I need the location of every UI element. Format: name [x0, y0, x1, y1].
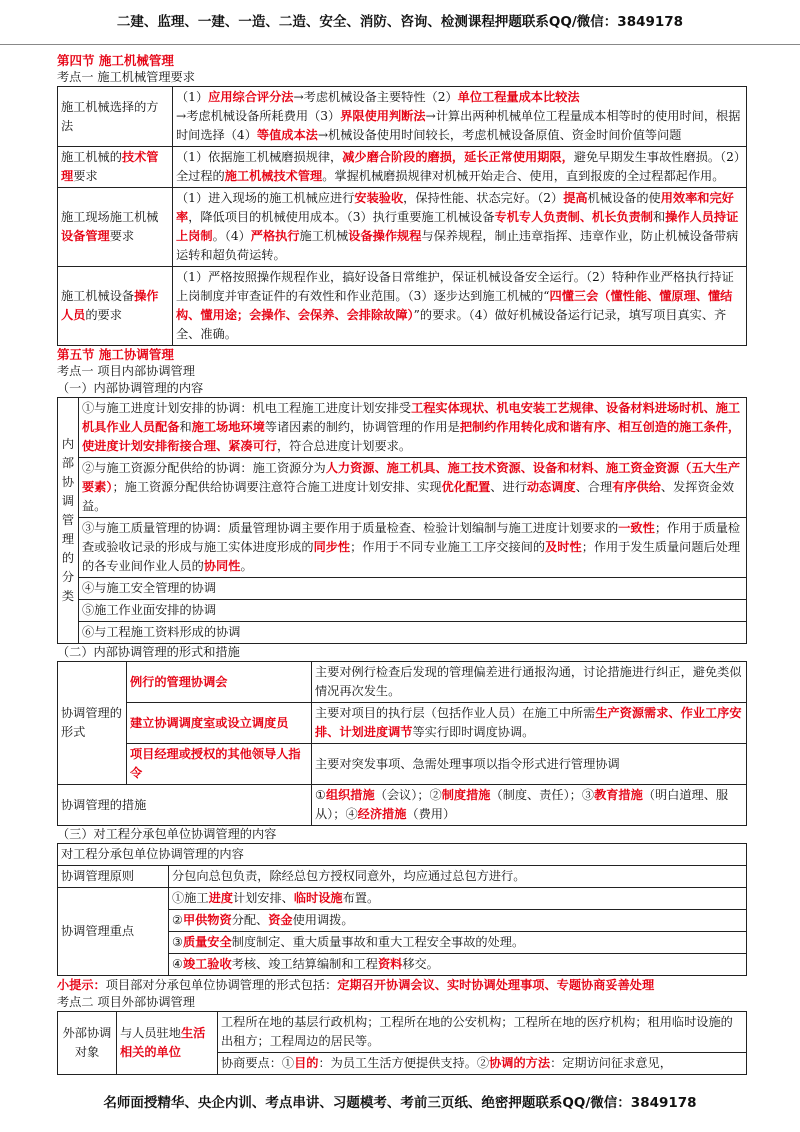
- form-label: 协调管理的形式: [58, 662, 127, 785]
- tip: 小提示：项目部对分承包单位协调管理的形式包括：定期召开协调会议、实时协调处理事项、专题协商妥善处理: [57, 978, 655, 992]
- table-row: [58, 866, 747, 888]
- table-row: [58, 622, 747, 644]
- row-text: ③与施工质量管理的协调：质量管理协调主要作用于质量检查、检验计划编制与施工进度计划要求的一致性；作用于质量检查或验收记录的形成与施工实体进度形成的同步性；作用于不同专业施工工序交接间的及时性；作用于发生质量问题后处理的各专业间作业人员的协同性。: [79, 518, 747, 578]
- row-label: 施工机械选择的方法: [58, 87, 173, 147]
- row-label: 施工现场施工机械设备管理要求: [58, 188, 173, 267]
- kp-5-2: 考点二 项目外部协调管理: [57, 995, 195, 1009]
- row-text: ①与施工进度计划安排的协调：机电工程施工进度计划安排受工程实体现状、机电安装工艺规律、设备材料进场时机、施工机具作业人员配备和施工场地环境等诸因素的制约，协调管理的作用是把制约作用转化成和谐有序、相互创造的施工条件，使进度计划安排衔接合理、紧凑可行，符合总进度计划要求。: [79, 398, 747, 458]
- principle-label: 协调管理原则: [58, 866, 169, 888]
- key-point: ④竣工验收考核、竣工结算编制和工程资料移交。: [169, 954, 747, 976]
- vertical-label: 内 部 协 调 管 理 的 分 类: [58, 398, 79, 644]
- key-point: ③质量安全制度制定、重大质量事故和重大工程安全事故的处理。: [169, 932, 747, 954]
- table-row: [58, 703, 747, 744]
- ext-text: 工程所在地的基层行政机构；工程所在地的公安机构；工程所在地的医疗机构；租用临时设施的出租方；工程周边的居民等。: [218, 1012, 747, 1053]
- table-row: [58, 458, 747, 518]
- section-4-title: 第四节 施工机械管理: [57, 53, 174, 68]
- row-text: （1）依据施工机械磨损规律，减少磨合阶段的磨损，延长正常使用期限，避免早期发生事故性磨损。（2）全过程的施工机械技术管理。掌握机械磨损规律对机械开始走合、使用，直到报废的全过程都起作用。: [173, 147, 747, 188]
- table-row: [58, 1012, 747, 1053]
- ext-sub: 与人员驻地生活相关的单位: [117, 1012, 218, 1075]
- key-point: ①施工进度计划安排、临时设施布置。: [169, 888, 747, 910]
- internal-coordination-table: [57, 397, 747, 644]
- key-label: 协调管理重点: [58, 888, 169, 976]
- ext-text: 协商要点：①目的：为员工生活方便提供支持。②协调的方法：定期访问征求意见，: [218, 1053, 747, 1075]
- table-row: [58, 662, 747, 703]
- kp-4-1: 考点一 施工机械管理要求: [57, 70, 195, 84]
- external-table: [57, 1011, 747, 1075]
- page-header: 二建、监理、一建、一造、二造、安全、消防、咨询、检测课程押题联系QQ/微信：3849178: [0, 0, 800, 45]
- row-label: 施工机械设备操作人员的要求: [58, 267, 173, 346]
- row-text: （1）严格按照操作规程作业，搞好设备日常维护，保证机械设备安全运行。（2）特种作业严格执行持证上岗制度并审查证件的有效性和作业范围。（3）逐步达到施工机械的“四懂三会（懂性能、懂原理、懂结构、懂用途；会操作、会保养、会排除故障）”的要求。（4）做好机械设备运行记录，填写项目真实、齐全、准确。: [173, 267, 747, 346]
- principle-text: 分包向总包负责，除经总包方授权同意外，均应通过总包方进行。: [169, 866, 747, 888]
- machinery-table: [57, 86, 747, 346]
- table-row: [58, 744, 747, 785]
- table-row: [58, 87, 747, 147]
- table-head: 对工程分承包单位协调管理的内容: [58, 844, 747, 866]
- kp-5-1: 考点一 项目内部协调管理: [57, 364, 195, 378]
- form-name: 建立协调调度室或设立调度员: [127, 703, 312, 744]
- measure-text: ①组织措施（会议）；②制度措施（制度、责任）；③教育措施（明白道理、服从）；④经济措施（费用）: [312, 785, 747, 826]
- ext-label: 外部协调对象: [58, 1012, 117, 1075]
- table-row: [58, 600, 747, 622]
- form-measure-table: [57, 661, 747, 826]
- table-row: [58, 398, 747, 458]
- table-row: [58, 888, 747, 910]
- row-text: ②与施工资源分配供给的协调：施工资源分为人力资源、施工机具、施工技术资源、设备和材料、施工资金资源（五大生产要素）；施工资源分配供给协调要注意符合施工进度计划安排、实现优化配置、进行动态调度、合理有序供给、发挥资金效益。: [79, 458, 747, 518]
- sub-heading-2: （二）内部协调管理的形式和措施: [57, 645, 240, 659]
- row-text: ⑥与工程施工资料形成的协调: [79, 622, 747, 644]
- table-row: [58, 518, 747, 578]
- form-desc: 主要对例行检查后发现的管理偏差进行通报沟通，讨论措施进行纠正，避免类似情况再次发生。: [312, 662, 747, 703]
- form-name: 项目经理或授权的其他领导人指令: [127, 744, 312, 785]
- row-text: （1）应用综合评分法→考虑机械设备主要特性（2）单位工程量成本比较法→考虑机械设备所耗费用（3）界限使用判断法→计算出两种机械单位工程量成本相等时的使用时间，根据时间选择（4）等值成本法→机械设备使用时间较长，考虑机械设备原值、资金时间价值等问题: [173, 87, 747, 147]
- table-row: [58, 147, 747, 188]
- form-name: 例行的管理协调会: [127, 662, 312, 703]
- row-text: （1）进入现场的施工机械应进行安装验收，保持性能、状态完好。（2）提高机械设备的使用效率和完好率，降低项目的机械使用成本。（3）执行重要施工机械设备专机专人负责制、机长负责制和操作人员持证上岗制。（4）严格执行施工机械设备操作规程与保养规程，制止违章指挥、违章作业，防止机械设备带病运转和超负荷运转。: [173, 188, 747, 267]
- table-row: [58, 578, 747, 600]
- table-row: [58, 785, 747, 826]
- measure-label: 协调管理的措施: [58, 785, 312, 826]
- sub-heading-1: （一）内部协调管理的内容: [57, 381, 204, 395]
- document-body: [57, 52, 747, 1075]
- page-footer: 名师面授精华、央企内训、考点串讲、习题模考、考前三页纸、绝密押题联系QQ/微信：3849178: [103, 1095, 697, 1111]
- form-desc: 主要对项目的执行层（包括作业人员）在施工中所需生产资源需求、作业工序安排、计划进度调节等实行即时调度协调。: [312, 703, 747, 744]
- row-text: ④与施工安全管理的协调: [79, 578, 747, 600]
- section-5-title: 第五节 施工协调管理: [57, 347, 174, 362]
- row-text: ⑤施工作业面安排的协调: [79, 600, 747, 622]
- subcontract-table: [57, 843, 747, 976]
- table-row: [58, 267, 747, 346]
- form-desc: 主要对突发事项、急需处理事项以指令形式进行管理协调: [312, 744, 747, 785]
- table-row: [58, 188, 747, 267]
- row-label: 施工机械的技术管理要求: [58, 147, 173, 188]
- sub-heading-3: （三）对工程分承包单位协调管理的内容: [57, 827, 277, 841]
- key-point: ②甲供物资分配、资金使用调拨。: [169, 910, 747, 932]
- table-row: [58, 844, 747, 866]
